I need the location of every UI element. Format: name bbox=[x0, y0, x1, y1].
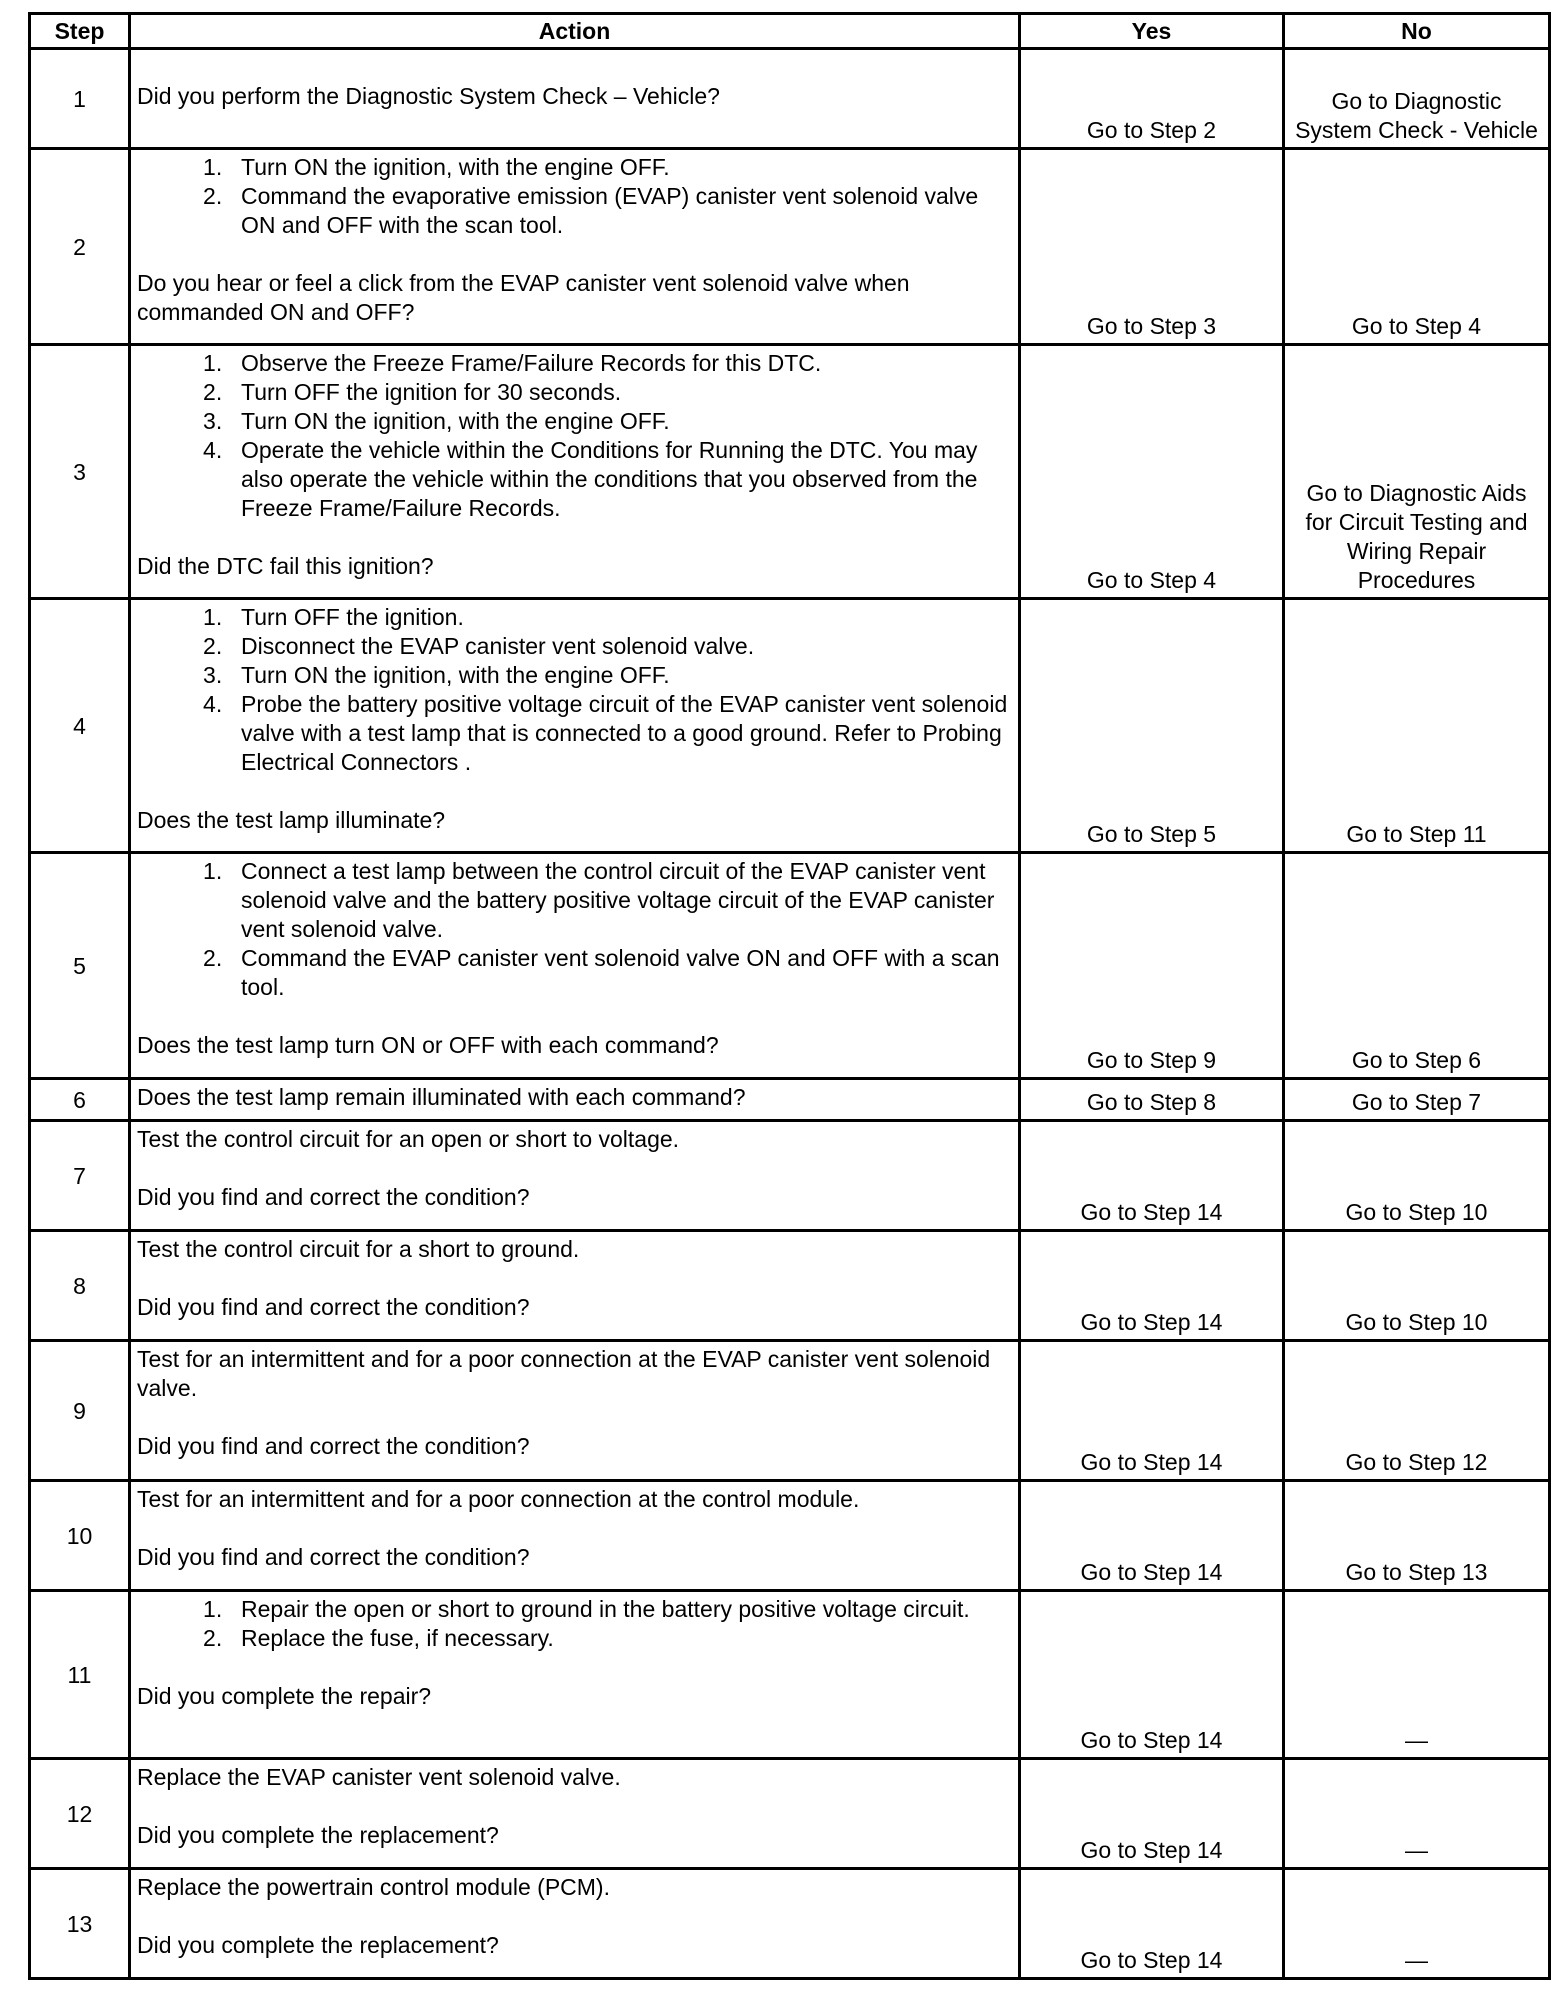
table-row bbox=[30, 1869, 1550, 1979]
spacer bbox=[137, 1264, 1012, 1293]
step-number: 8 bbox=[30, 1231, 130, 1341]
no-result: — bbox=[1284, 1869, 1550, 1979]
action-substeps bbox=[137, 1595, 1012, 1653]
action-substep: 1. Turn ON the ignition, with the engine OFF. bbox=[235, 153, 1012, 182]
no-result: Go to Step 6 bbox=[1284, 853, 1550, 1079]
yes-result: Go to Step 9 bbox=[1020, 853, 1284, 1079]
action-substep: 3. Turn ON the ignition, with the engine OFF. bbox=[235, 661, 1012, 690]
action-instruction: Replace the powertrain control module (PCM). bbox=[137, 1874, 610, 1900]
action-question: Did the DTC fail this ignition? bbox=[137, 553, 434, 579]
table-row bbox=[30, 1341, 1550, 1481]
yes-result: Go to Step 14 bbox=[1020, 1121, 1284, 1231]
action-substep: 2. Disconnect the EVAP canister vent solenoid valve. bbox=[235, 632, 1012, 661]
yes-result: Go to Step 14 bbox=[1020, 1759, 1284, 1869]
action-cell bbox=[130, 1079, 1020, 1121]
action-substep: 1. Observe the Freeze Frame/Failure Records for this DTC. bbox=[235, 349, 1012, 378]
action-substep: 2. Command the evaporative emission (EVAP) canister vent solenoid valve ON and OFF with the scan tool. bbox=[235, 182, 1012, 240]
action-instruction: Test the control circuit for an open or short to voltage. bbox=[137, 1126, 680, 1152]
spacer bbox=[137, 1403, 1012, 1432]
action-cell bbox=[130, 1591, 1020, 1759]
yes-result: Go to Step 3 bbox=[1020, 149, 1284, 345]
yes-result: Go to Step 14 bbox=[1020, 1481, 1284, 1591]
action-question: Did you complete the repair? bbox=[137, 1683, 432, 1709]
step-number: 3 bbox=[30, 345, 130, 599]
table-row bbox=[30, 853, 1550, 1079]
step-number: 7 bbox=[30, 1121, 130, 1231]
action-question: Did you complete the replacement? bbox=[137, 1932, 499, 1958]
step-number: 5 bbox=[30, 853, 130, 1079]
action-instruction: Test for an intermittent and for a poor connection at the EVAP canister vent solenoid valve. bbox=[137, 1346, 991, 1401]
action-substep: 1. Repair the open or short to ground in the battery positive voltage circuit. bbox=[235, 1595, 1012, 1624]
action-substep: 2. Command the EVAP canister vent solenoid valve ON and OFF with a scan tool. bbox=[235, 944, 1012, 1002]
yes-result: Go to Step 14 bbox=[1020, 1341, 1284, 1481]
action-cell bbox=[130, 49, 1020, 149]
action-substep: 2. Replace the fuse, if necessary. bbox=[235, 1624, 1012, 1653]
action-substeps bbox=[137, 857, 1012, 1002]
action-question: Did you find and correct the condition? bbox=[137, 1184, 530, 1210]
spacer bbox=[137, 53, 1012, 82]
step-number: 6 bbox=[30, 1079, 130, 1121]
spacer bbox=[137, 523, 1012, 552]
table-row bbox=[30, 1481, 1550, 1591]
spacer bbox=[137, 1154, 1012, 1183]
step-number: 4 bbox=[30, 599, 130, 853]
action-cell bbox=[130, 149, 1020, 345]
no-result: Go to Step 10 bbox=[1284, 1231, 1550, 1341]
no-result: Go to Diagnostic System Check - Vehicle bbox=[1284, 49, 1550, 149]
header-action: Action bbox=[130, 14, 1020, 49]
step-number: 11 bbox=[30, 1591, 130, 1759]
table-row bbox=[30, 599, 1550, 853]
action-instruction: Test the control circuit for a short to ground. bbox=[137, 1236, 580, 1262]
no-result: Go to Step 11 bbox=[1284, 599, 1550, 853]
action-substep: 2. Turn OFF the ignition for 30 seconds. bbox=[235, 378, 1012, 407]
step-number: 9 bbox=[30, 1341, 130, 1481]
no-result: Go to Diagnostic Aids for Circuit Testing and Wiring Repair Procedures bbox=[1284, 345, 1550, 599]
header-yes: Yes bbox=[1020, 14, 1284, 49]
action-substep: 3. Turn ON the ignition, with the engine OFF. bbox=[235, 407, 1012, 436]
header-row bbox=[30, 14, 1550, 49]
step-number: 12 bbox=[30, 1759, 130, 1869]
action-substep: 1. Connect a test lamp between the control circuit of the EVAP canister vent solenoid valve and the battery positive voltage circuit of the EVAP canister vent solenoid valve. bbox=[235, 857, 1012, 944]
no-result: Go to Step 12 bbox=[1284, 1341, 1550, 1481]
action-cell bbox=[130, 1759, 1020, 1869]
action-question: Did you find and correct the condition? bbox=[137, 1433, 530, 1459]
table-row bbox=[30, 1121, 1550, 1231]
no-result: Go to Step 10 bbox=[1284, 1121, 1550, 1231]
header-step: Step bbox=[30, 14, 130, 49]
table-row bbox=[30, 149, 1550, 345]
table-row bbox=[30, 1591, 1550, 1759]
no-result: Go to Step 13 bbox=[1284, 1481, 1550, 1591]
step-number: 13 bbox=[30, 1869, 130, 1979]
action-substep: 4. Operate the vehicle within the Conditions for Running the DTC. You may also operate the vehicle within the conditions that you observed from the Freeze Frame/Failure Records. bbox=[235, 436, 1012, 523]
action-question: Does the test lamp remain illuminated with each command? bbox=[137, 1084, 746, 1110]
no-result: Go to Step 4 bbox=[1284, 149, 1550, 345]
table-row bbox=[30, 1759, 1550, 1869]
action-substeps bbox=[137, 349, 1012, 523]
table-row bbox=[30, 345, 1550, 599]
yes-result: Go to Step 8 bbox=[1020, 1079, 1284, 1121]
action-question: Did you find and correct the condition? bbox=[137, 1294, 530, 1320]
table-row bbox=[30, 49, 1550, 149]
step-number: 1 bbox=[30, 49, 130, 149]
spacer bbox=[137, 1514, 1012, 1543]
step-number: 2 bbox=[30, 149, 130, 345]
action-question: Does the test lamp turn ON or OFF with each command? bbox=[137, 1032, 719, 1058]
action-substeps bbox=[137, 153, 1012, 240]
header-no: No bbox=[1284, 14, 1550, 49]
action-substep: 1. Turn OFF the ignition. bbox=[235, 603, 1012, 632]
action-cell bbox=[130, 1121, 1020, 1231]
action-question: Did you complete the replacement? bbox=[137, 1822, 499, 1848]
action-cell bbox=[130, 1869, 1020, 1979]
yes-result: Go to Step 14 bbox=[1020, 1869, 1284, 1979]
spacer bbox=[137, 1902, 1012, 1931]
action-question: Did you find and correct the condition? bbox=[137, 1544, 530, 1570]
action-cell bbox=[130, 599, 1020, 853]
spacer bbox=[137, 777, 1012, 806]
action-cell bbox=[130, 1341, 1020, 1481]
action-cell bbox=[130, 853, 1020, 1079]
diagnostic-table bbox=[28, 12, 1551, 1980]
no-result: — bbox=[1284, 1591, 1550, 1759]
step-number: 10 bbox=[30, 1481, 130, 1591]
yes-result: Go to Step 4 bbox=[1020, 345, 1284, 599]
spacer bbox=[137, 1002, 1012, 1031]
yes-result: Go to Step 14 bbox=[1020, 1591, 1284, 1759]
action-question: Does the test lamp illuminate? bbox=[137, 807, 446, 833]
diagnostic-table-body bbox=[30, 49, 1550, 1979]
table-row bbox=[30, 1231, 1550, 1341]
action-cell bbox=[130, 1231, 1020, 1341]
yes-result: Go to Step 5 bbox=[1020, 599, 1284, 853]
no-result: Go to Step 7 bbox=[1284, 1079, 1550, 1121]
action-instruction: Replace the EVAP canister vent solenoid valve. bbox=[137, 1764, 621, 1790]
yes-result: Go to Step 2 bbox=[1020, 49, 1284, 149]
action-question: Did you perform the Diagnostic System Check – Vehicle? bbox=[137, 83, 720, 109]
diagnostic-table-sheet bbox=[28, 12, 1548, 1980]
table-row bbox=[30, 1079, 1550, 1121]
action-cell bbox=[130, 345, 1020, 599]
no-result: — bbox=[1284, 1759, 1550, 1869]
action-substeps bbox=[137, 603, 1012, 777]
spacer bbox=[137, 240, 1012, 269]
spacer bbox=[137, 1653, 1012, 1682]
action-instruction: Test for an intermittent and for a poor connection at the control module. bbox=[137, 1486, 860, 1512]
action-question: Do you hear or feel a click from the EVAP canister vent solenoid valve when commanded ON and OFF? bbox=[137, 270, 910, 325]
action-cell bbox=[130, 1481, 1020, 1591]
action-substep: 4. Probe the battery positive voltage circuit of the EVAP canister vent solenoid valve with a test lamp that is connected to a good ground. Refer to Probing Electrical Connectors . bbox=[235, 690, 1012, 777]
spacer bbox=[137, 1792, 1012, 1821]
yes-result: Go to Step 14 bbox=[1020, 1231, 1284, 1341]
